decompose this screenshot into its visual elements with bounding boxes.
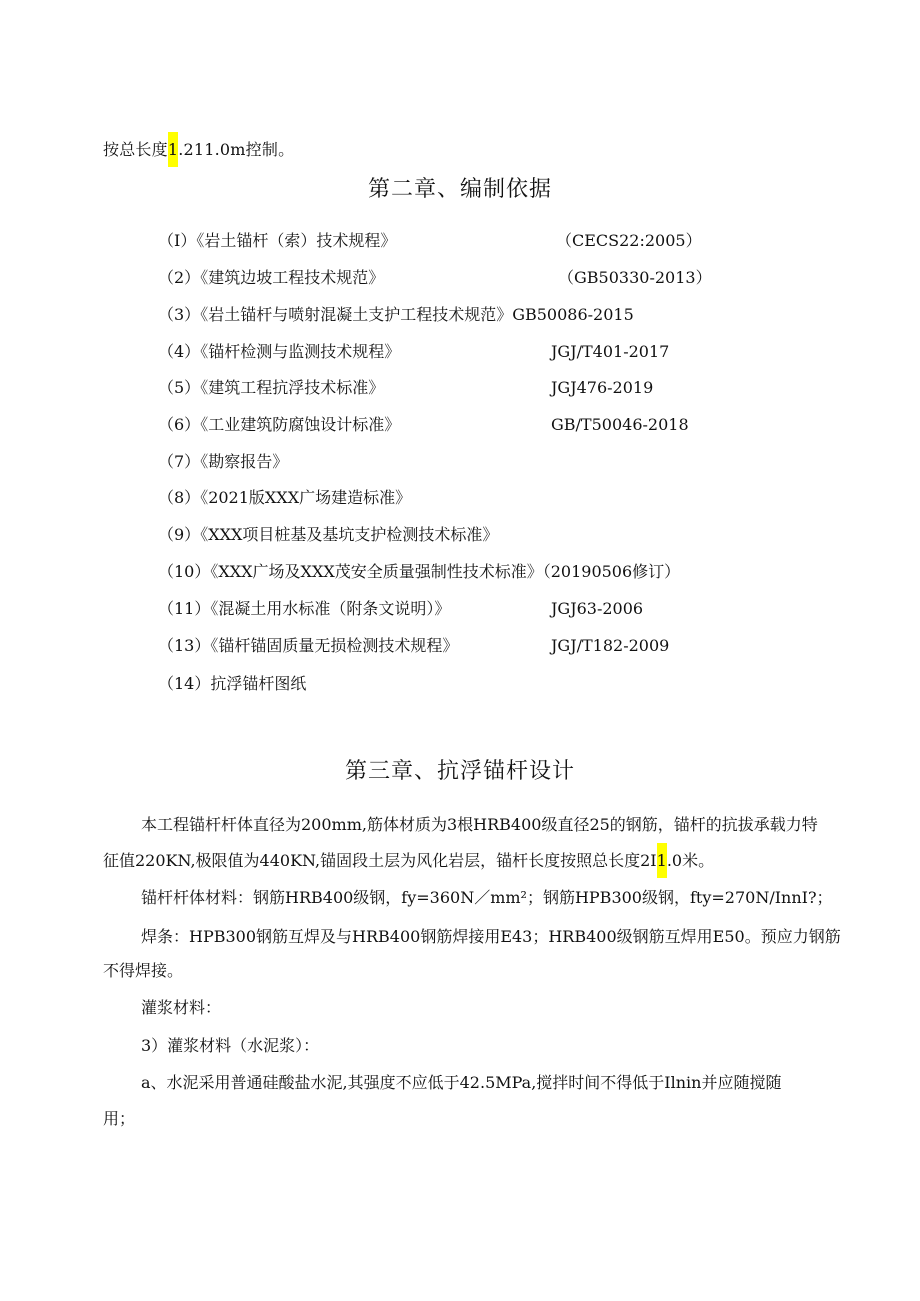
welding-line-2: 不得焊接。	[103, 961, 184, 980]
reference-text: （5）《建筑工程抗浮技术标准》	[158, 378, 385, 397]
reference-text: （4）《锚杆检测与监测技术规程》	[158, 342, 401, 361]
reference-text: （3）《岩土锚杆与喷射混凝土支护工程技术规范》GB50086-2015	[158, 305, 634, 324]
reference-text: （9）《XXX项目桩基及基坑支护检测技术标准》	[158, 525, 499, 544]
intro-suffix: .211.0m控制。	[178, 140, 295, 159]
reference-text: （11）《混凝土用水标准（附条文说明）》	[158, 599, 451, 618]
design-length-highlight: 1	[657, 843, 667, 878]
design-length-suffix: .0米。	[666, 851, 715, 870]
reference-text: （6）《工业建筑防腐蚀设计标准》	[158, 415, 401, 434]
reference-item	[158, 268, 858, 288]
reference-item	[158, 305, 858, 325]
design-length-prefix: 征值220KN,极限值为440KN,锚固段土层为风化岩层，锚杆长度按照总长度2I	[103, 851, 657, 870]
intro-highlight: 1	[168, 132, 178, 167]
chapter-2-title: 第二章、编制依据	[367, 177, 552, 202]
chapter-3-title: 第三章、抗浮锚杆设计	[344, 759, 575, 784]
intro-prefix: 按总长度	[103, 140, 168, 159]
reference-code: （GB50330-2013）	[558, 268, 712, 287]
reference-code: （CECS22:2005）	[556, 231, 702, 250]
reference-text: （14）抗浮锚杆图纸	[158, 674, 307, 693]
grout-material-heading: 灌浆材料：	[141, 998, 222, 1017]
welding-line-1: 焊条：HPB300钢筋互焊及与HRB400钢筋焊接用E43；HRB400级钢筋互焊用E50。预应力钢筋	[141, 927, 841, 946]
cement-line-1: a、水泥采用普通硅酸盐水泥,其强度不应低于42.5MPa,搅拌时间不得低于Ilnin并应随搅随	[141, 1073, 782, 1092]
reference-code: JGJ476-2019	[551, 378, 654, 397]
reference-text: （10）《XXX广场及XXX茂安全质量强制性技术标准》（20190506修订）	[158, 562, 681, 581]
reference-item	[158, 674, 858, 694]
reference-item	[158, 599, 858, 619]
reference-code: JGJ/T401-2017	[551, 342, 670, 361]
grout-subheading: 3）灌浆材料（水泥浆）：	[141, 1036, 320, 1055]
reference-text: （8）《2021版XXX广场建造标准》	[158, 488, 412, 507]
reference-code: JGJ/T182-2009	[551, 636, 670, 655]
reference-item	[158, 342, 858, 362]
design-paragraph-line-1: 本工程锚杆杆体直径为200mm,筋体材质为3根HRB400级直径25的钢筋，锚杆的抗拔承载力特	[141, 815, 818, 834]
reference-item	[158, 378, 858, 398]
reference-item	[158, 488, 858, 508]
reference-code: GB/T50046-2018	[551, 415, 689, 434]
reference-item	[158, 562, 858, 582]
reference-text: （13）《锚杆锚固质量无损检测技术规程》	[158, 636, 459, 655]
reference-item	[158, 525, 858, 545]
reference-item	[158, 231, 858, 251]
reference-text: （2）《建筑边坡工程技术规范》	[158, 268, 385, 287]
rod-material-line: 锚杆杆体材料：钢筋HRB400级钢，fy=360N／mm²；钢筋HPB300级钢，fty=270N/InnI?；	[141, 888, 833, 907]
cement-line-2: 用；	[103, 1109, 136, 1128]
reference-item	[158, 452, 858, 472]
reference-item	[158, 636, 858, 656]
reference-item	[158, 415, 858, 435]
reference-code: JGJ63-2006	[551, 599, 644, 618]
design-paragraph-line-2	[103, 851, 714, 871]
reference-text: （I）《岩土锚杆（索）技术规程》	[158, 231, 397, 250]
reference-text: （7）《勘察报告》	[158, 452, 289, 471]
intro-line	[103, 140, 294, 160]
